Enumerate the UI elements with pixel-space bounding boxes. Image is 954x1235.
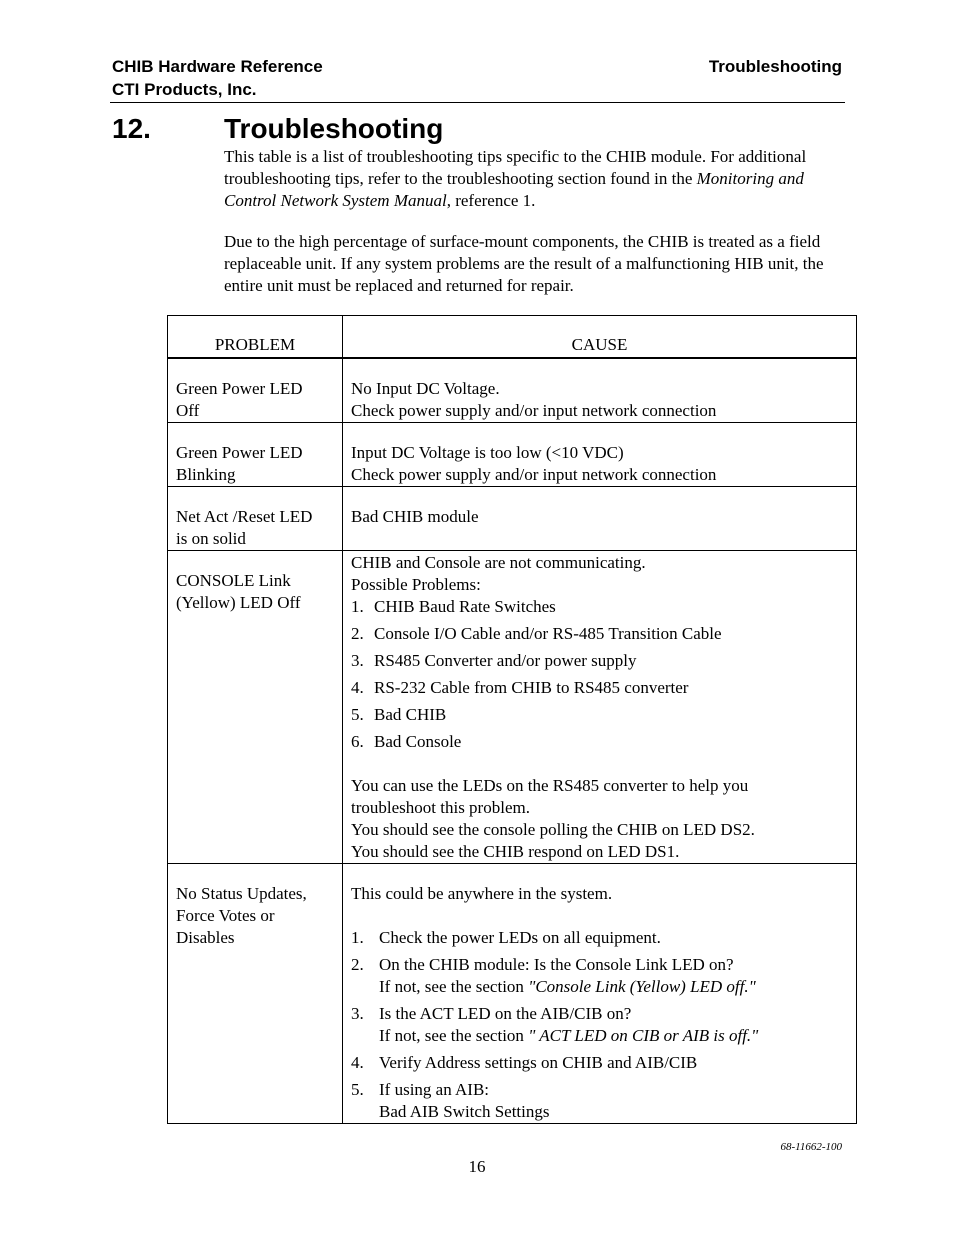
item-text: Check the power LEDs on all equipment. xyxy=(379,928,661,947)
intro-paragraph-1 xyxy=(224,146,849,212)
problem-line: Net Act /Reset LED xyxy=(176,507,313,526)
item-text: If using an AIB: xyxy=(379,1080,490,1099)
list-item xyxy=(351,954,848,998)
intro-paragraph-2: Due to the high percentage of surface-mount components, the CHIB is treated as a field replaceable unit. If any system problems are the result of a malfunctioning HIB unit, the entire unit must be replaced and returned for repair. xyxy=(224,232,824,295)
list-item xyxy=(351,623,848,645)
item-number: 2. xyxy=(351,955,364,974)
cause-line: Input DC Voltage is too low (<10 VDC) xyxy=(351,443,624,462)
list-item xyxy=(351,650,848,672)
cause-line: Bad CHIB module xyxy=(351,507,479,526)
problem-cell xyxy=(168,358,343,423)
list-item xyxy=(351,1079,848,1123)
cause-line: Possible Problems: xyxy=(351,575,481,594)
table-row xyxy=(168,864,857,1124)
spacer xyxy=(351,753,848,775)
list-item xyxy=(351,731,848,753)
cause-cell xyxy=(343,551,857,864)
cause-line: Check power supply and/or input network connection xyxy=(351,401,717,420)
problem-line: Green Power LED xyxy=(176,443,303,462)
table-row xyxy=(168,551,857,864)
cause-line: You can use the LEDs on the RS485 converter to help you xyxy=(351,776,749,795)
header-title: CHIB Hardware Reference xyxy=(112,57,323,76)
problem-line: No Status Updates, xyxy=(176,884,307,903)
item-number: 3. xyxy=(351,651,364,670)
cause-line: This could be anywhere in the system. xyxy=(351,884,613,903)
item-text: Bad CHIB xyxy=(374,705,447,724)
list-item xyxy=(351,1052,848,1074)
cause-cell xyxy=(343,423,857,487)
header-rule xyxy=(110,102,845,103)
table-row xyxy=(168,423,857,487)
item-subtext: If not, see the section xyxy=(379,1026,529,1045)
intro-p1-text: This table is a list of troubleshooting tips specific to the CHIB module. For additional troubleshooting tips, refer to the troubleshooting section found in the xyxy=(224,147,807,188)
cause-cell xyxy=(343,487,857,551)
cause-cell xyxy=(343,864,857,1124)
item-number: 4. xyxy=(351,1053,364,1072)
section-title: Troubleshooting xyxy=(224,113,444,144)
cause-line: No Input DC Voltage. xyxy=(351,379,500,398)
item-number: 1. xyxy=(351,597,364,616)
column-header-problem: PROBLEM xyxy=(168,316,343,359)
header-company: CTI Products, Inc. xyxy=(112,80,257,99)
problem-cell xyxy=(168,487,343,551)
problem-line: Blinking xyxy=(176,465,236,484)
table-row xyxy=(168,358,857,423)
item-number: 6. xyxy=(351,732,364,751)
item-text: Verify Address settings on CHIB and AIB/CIB xyxy=(379,1053,698,1072)
cause-line: You should see the console polling the CHIB on LED DS2. xyxy=(351,820,755,839)
document-number: 68-11662-100 xyxy=(780,1141,842,1153)
item-number: 5. xyxy=(351,705,364,724)
table-header-row xyxy=(168,316,857,359)
item-number: 5. xyxy=(351,1080,364,1099)
section-reference: "Console Link (Yellow) LED off." xyxy=(528,977,756,996)
item-subline xyxy=(351,1025,848,1047)
page-number: 16 xyxy=(468,1157,486,1176)
item-number: 2. xyxy=(351,624,364,643)
list-item xyxy=(351,677,848,699)
item-text: Bad Console xyxy=(374,732,462,751)
item-text: Console I/O Cable and/or RS-485 Transition Cable xyxy=(374,624,722,643)
problem-line: is on solid xyxy=(176,529,246,548)
item-number: 3. xyxy=(351,1004,364,1023)
problem-cell xyxy=(168,423,343,487)
problem-cell xyxy=(168,551,343,864)
section-number: 12. xyxy=(112,113,151,144)
spacer xyxy=(351,905,848,927)
problem-line: CONSOLE Link xyxy=(176,571,291,590)
problem-line: Green Power LED xyxy=(176,379,303,398)
item-subline xyxy=(351,976,848,998)
cause-line: You should see the CHIB respond on LED DS1. xyxy=(351,842,680,861)
item-subline: Bad AIB Switch Settings xyxy=(379,1102,550,1121)
list-item xyxy=(351,1003,848,1047)
item-text: Is the ACT LED on the AIB/CIB on? xyxy=(379,1004,632,1023)
problem-cell xyxy=(168,864,343,1124)
section-reference: " ACT LED on CIB or AIB is off." xyxy=(528,1026,759,1045)
item-text: RS-232 Cable from CHIB to RS485 converter xyxy=(374,678,689,697)
problem-line: Off xyxy=(176,401,200,420)
item-text: On the CHIB module: Is the Console Link LED on? xyxy=(379,955,734,974)
list-item xyxy=(351,596,848,618)
intro-p1-tail: , reference 1. xyxy=(446,191,536,210)
cause-line: troubleshoot this problem. xyxy=(351,798,530,817)
cause-cell xyxy=(343,358,857,423)
cause-line: CHIB and Console are not communicating. xyxy=(351,553,646,572)
cause-line: Check power supply and/or input network connection xyxy=(351,465,717,484)
manual-reference: Monitoring and Control Network System Manual xyxy=(224,169,804,210)
item-subtext: If not, see the section xyxy=(379,977,529,996)
table-row xyxy=(168,487,857,551)
item-text: RS485 Converter and/or power supply xyxy=(374,651,637,670)
item-number: 4. xyxy=(351,678,364,697)
item-text: CHIB Baud Rate Switches xyxy=(374,597,556,616)
header-section: Troubleshooting xyxy=(708,57,842,76)
problem-line: (Yellow) LED Off xyxy=(176,593,301,612)
column-header-cause: CAUSE xyxy=(343,316,857,359)
problem-line: Disables xyxy=(176,928,235,947)
troubleshooting-table xyxy=(167,315,857,1124)
list-item xyxy=(351,927,848,949)
item-number: 1. xyxy=(351,928,364,947)
problem-line: Force Votes or xyxy=(176,906,275,925)
list-item xyxy=(351,704,848,726)
